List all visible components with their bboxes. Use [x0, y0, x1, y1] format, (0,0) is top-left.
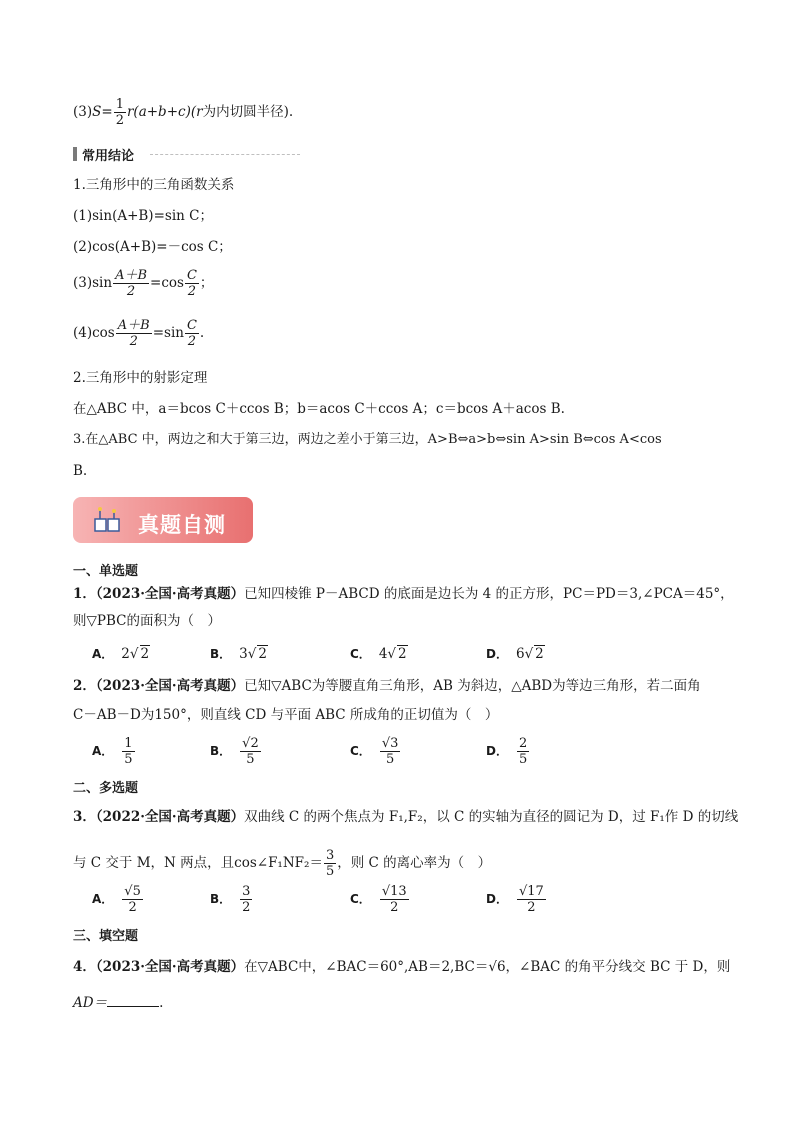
heading-divider — [150, 154, 300, 155]
question-2-option-a[interactable]: A． $\frac{1}{5}$ — [92, 736, 133, 767]
conclusion-formula-1: (1)sin(A+B)=sin C； — [73, 208, 213, 224]
question-3-line-2: 与 C 交于 M，N 两点，且cos∠F₁NF₂＝ $\frac{3}{5}$ ，则 C 的离心率为（ ） — [73, 848, 492, 879]
answer-blank[interactable] — [107, 994, 159, 1007]
conclusion-item-2-title: 2.三角形中的射影定理 — [73, 370, 208, 386]
conclusion-item-2-body: 在△ABC 中，a＝bcos C＋ccos B；b＝acos C＋ccos A；c＝bcos A＋acos B. — [73, 401, 565, 417]
question-2-option-d[interactable]: D． $\frac{2}{5}$ — [486, 736, 528, 767]
banner-title: 真题自测 — [138, 513, 226, 537]
conclusions-heading: 常用结论 — [82, 149, 135, 164]
question-2-option-b[interactable]: B． $\frac{√2}{5}$ — [210, 736, 259, 767]
formula-3: (3)S= $\frac{1}{2}$ r(a+b+c)(r为内切圆半径). — [73, 97, 294, 128]
question-3-option-b[interactable]: B． $\frac{3}{2}$ — [210, 884, 251, 915]
section-multi-choice: 二、多选题 — [73, 781, 139, 796]
fraction-half: $\frac{1}{2}$ — [115, 97, 124, 128]
question-3-option-a[interactable]: A． $\frac{√5}{2}$ — [92, 884, 141, 915]
question-3-line-1: 3．（2022·全国·高考真题）双曲线 C 的两个焦点为 F₁,F₂，以 C 的实轴为直径的圆记为 D，过 F₁作 D 的切线 — [73, 809, 739, 825]
conclusion-item-3-line-2: B. — [73, 463, 88, 479]
question-2-line-2: C－AB－D为150°，则直线 CD 与平面 ABC 所成角的正切值为（ ） — [73, 707, 499, 723]
question-4-line-1: 4．（2023·全国·高考真题）在▽ABC中，∠BAC＝60°,AB＝2,BC＝√6，∠BAC 的角平分线交 BC 于 D，则 — [73, 959, 731, 975]
question-4-line-2: AD＝ . — [73, 995, 164, 1011]
question-3-option-c[interactable]: C． $\frac{√13}{2}$ — [350, 884, 407, 915]
question-1-line-2: 则▽PBC的面积为（ ） — [73, 613, 221, 629]
question-2-option-c[interactable]: C． $\frac{√3}{5}$ — [350, 736, 399, 767]
book-icon — [92, 505, 122, 535]
conclusion-formula-4: (4)cos $\frac{A+B}{2}$ =sin $\frac{C}{2}$ . — [73, 318, 205, 349]
question-1-option-a[interactable]: A． 2√ 2 — [92, 646, 150, 662]
conclusion-formula-3: (3)sin $\frac{A+B}{2}$ =cos $\frac{C}{2}$ ； — [73, 268, 214, 299]
conclusion-item-3-line-1: 3.在△ABC 中，两边之和大于第三边，两边之差小于第三边，A>B⇔a>b⇔sin A>sin B⇔cos A<cos — [73, 432, 662, 447]
question-1-option-c[interactable]: C． 4√ 2 — [350, 646, 407, 662]
section-fill-blank: 三、填空题 — [73, 929, 139, 944]
question-1-line-1: 1．（2023·全国·高考真题）已知四棱锥 P－ABCD 的底面是边长为 4 的正方形，PC＝PD＝3,∠PCA＝45°， — [73, 586, 734, 602]
question-3-option-d[interactable]: D． $\frac{√17}{2}$ — [486, 884, 544, 915]
question-2-line-1: 2．（2023·全国·高考真题）已知▽ABC为等腰直角三角形，AB 为斜边，△ABD为等边三角形，若二面角 — [73, 678, 701, 694]
conclusion-item-1-title: 1.三角形中的三角函数关系 — [73, 177, 235, 193]
question-1-option-b[interactable]: B． 3√ 2 — [210, 646, 267, 662]
question-1-option-d[interactable]: D． 6√ 2 — [486, 646, 544, 662]
section-single-choice: 一、单选题 — [73, 564, 139, 579]
conclusion-formula-2: (2)cos(A+B)=－cos C； — [73, 239, 232, 255]
heading-marker — [73, 147, 77, 161]
